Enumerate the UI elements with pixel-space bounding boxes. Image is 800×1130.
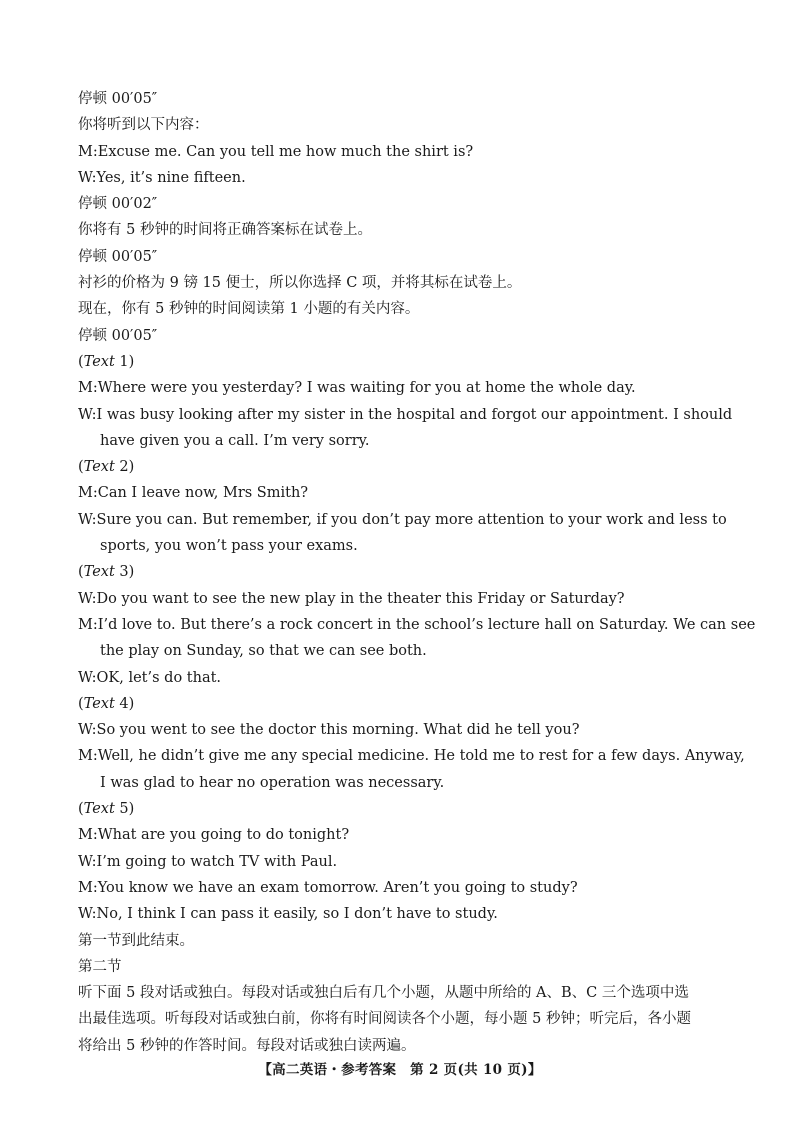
transcript-line: 停顿 00′05″	[78, 91, 158, 107]
transcript-line: sports, you won’t pass your exams.	[100, 538, 358, 555]
transcript-line: M:You know we have an exam tomorrow. Aren’t you going to study?	[78, 879, 578, 896]
text-section-label: (Text 1)	[78, 353, 135, 370]
transcript-line: 你将有 5 秒钟的时间将正确答案标在试卷上。	[78, 222, 372, 239]
transcript-line: 出最佳选项。听每段对话或独白前，你将有时间阅读各个小题，每小题 5 秒钟；听完后，各小题	[78, 1011, 691, 1028]
transcript-line: M:Well, he didn’t give me any special medicine. He told me to rest for a few days. Anyway,	[78, 748, 745, 765]
transcript-line: the play on Sunday, so that we can see both.	[100, 643, 427, 660]
transcript-line: 将给出 5 秒钟的作答时间。每段对话或独白读两遍。	[78, 1037, 416, 1054]
transcript-line: 听下面 5 段对话或独白。每段对话或独白后有几个小题，从题中所给的 A、B、C 三个选项中选	[78, 985, 689, 1002]
transcript-line: have given you a call. I’m very sorry.	[100, 432, 370, 449]
transcript-line: 第一节到此结束。	[78, 932, 194, 949]
transcript-line: W:Yes, it’s nine fifteen.	[78, 169, 246, 186]
transcript-line: W:OK, let’s do that.	[78, 669, 222, 686]
transcript-line: W:I was busy looking after my sister in the hospital and forgot our appointment. I should	[78, 406, 733, 423]
transcript-line: 现在，你有 5 秒钟的时间阅读第 1 小题的有关内容。	[78, 301, 420, 318]
page-footer: 【高二英语・参考答案 第 2 页(共 10 页)】	[258, 1062, 542, 1078]
transcript-line: M:Excuse me. Can you tell me how much the shirt is?	[78, 143, 474, 160]
transcript-line: M:Where were you yesterday? I was waiting for you at home the whole day.	[78, 380, 636, 397]
transcript-line: 衬衫的价格为 9 镑 15 便士，所以你选择 C 项，并将其标在试卷上。	[78, 275, 522, 292]
text-section-label: (Text 3)	[78, 564, 135, 581]
transcript-line: W:No, I think I can pass it easily, so I don’t have to study.	[78, 906, 498, 923]
transcript-line: M:What are you going to do tonight?	[78, 827, 350, 844]
transcript-line: W:Sure you can. But remember, if you don’t pay more attention to your work and less to	[78, 511, 727, 528]
transcript-line: M:Can I leave now, Mrs Smith?	[78, 485, 309, 502]
transcript-line: W:I’m going to watch TV with Paul.	[78, 853, 338, 870]
transcript-line: I was glad to hear no operation was necessary.	[100, 774, 445, 791]
transcript-line: M:I’d love to. But there’s a rock concert in the school’s lecture hall on Saturday. We can see	[78, 616, 756, 633]
transcript-line: W:Do you want to see the new play in the theater this Friday or Saturday?	[78, 590, 625, 607]
transcript-line: 第二节	[78, 958, 122, 975]
text-section-label: (Text 2)	[78, 459, 135, 476]
transcript-line: W:So you went to see the doctor this morning. What did he tell you?	[78, 722, 580, 739]
text-section-label: (Text 4)	[78, 695, 135, 712]
text-section-label: (Text 5)	[78, 801, 135, 818]
transcript-line: 停顿 00′05″	[78, 248, 158, 265]
transcript-line: 停顿 00′05″	[78, 327, 158, 344]
transcript-line: 停顿 00′02″	[78, 196, 158, 213]
transcript-line: 你将听到以下内容：	[78, 117, 209, 134]
transcript-body	[78, 86, 756, 1059]
